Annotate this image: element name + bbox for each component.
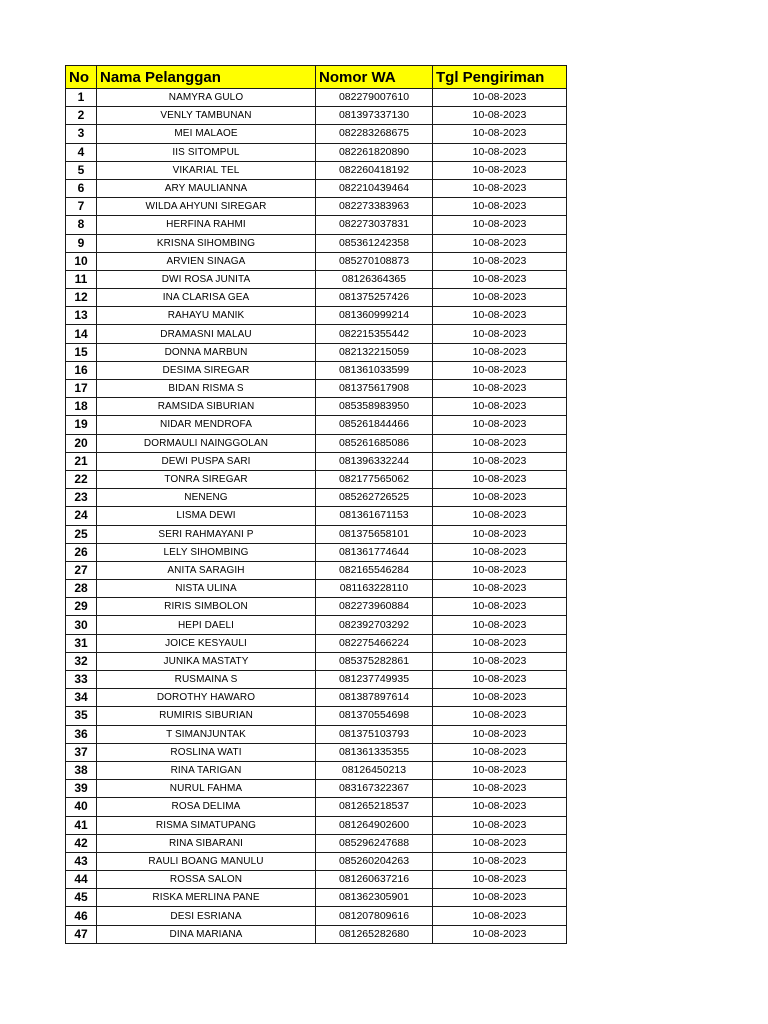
table-row [66, 198, 567, 216]
cell-tgl-pengiriman: 10-08-2023 [433, 507, 567, 525]
cell-no: 4 [66, 143, 97, 161]
cell-no: 28 [66, 580, 97, 598]
cell-tgl-pengiriman: 10-08-2023 [433, 143, 567, 161]
cell-nomor-wa: 081361335355 [316, 743, 433, 761]
cell-nomor-wa: 081387897614 [316, 689, 433, 707]
cell-nama-pelanggan: NISTA ULINA [97, 580, 316, 598]
cell-nama-pelanggan: NIDAR MENDROFA [97, 416, 316, 434]
header-no: No [66, 66, 97, 89]
cell-no: 15 [66, 343, 97, 361]
cell-nama-pelanggan: NENENG [97, 489, 316, 507]
cell-nama-pelanggan: RISKA MERLINA PANE [97, 889, 316, 907]
cell-tgl-pengiriman: 10-08-2023 [433, 907, 567, 925]
cell-no: 18 [66, 398, 97, 416]
cell-tgl-pengiriman: 10-08-2023 [433, 416, 567, 434]
cell-nomor-wa: 081375658101 [316, 525, 433, 543]
cell-nomor-wa: 081163228110 [316, 580, 433, 598]
cell-nomor-wa: 081237749935 [316, 671, 433, 689]
cell-no: 39 [66, 780, 97, 798]
cell-no: 44 [66, 871, 97, 889]
table-row [66, 270, 567, 288]
cell-nama-pelanggan: TONRA SIREGAR [97, 470, 316, 488]
cell-nama-pelanggan: RUSMAINA S [97, 671, 316, 689]
cell-tgl-pengiriman: 10-08-2023 [433, 470, 567, 488]
cell-no: 42 [66, 834, 97, 852]
cell-nama-pelanggan: RINA SIBARANI [97, 834, 316, 852]
cell-tgl-pengiriman: 10-08-2023 [433, 161, 567, 179]
cell-nama-pelanggan: DOROTHY HAWARO [97, 689, 316, 707]
cell-nomor-wa: 083167322367 [316, 780, 433, 798]
cell-nomor-wa: 081396332244 [316, 452, 433, 470]
cell-nomor-wa: 082215355442 [316, 325, 433, 343]
cell-nomor-wa: 08126450213 [316, 761, 433, 779]
cell-no: 6 [66, 179, 97, 197]
cell-nomor-wa: 085375282861 [316, 652, 433, 670]
cell-no: 38 [66, 761, 97, 779]
cell-tgl-pengiriman: 10-08-2023 [433, 580, 567, 598]
cell-nama-pelanggan: VIKARIAL TEL [97, 161, 316, 179]
cell-no: 47 [66, 925, 97, 943]
cell-no: 12 [66, 289, 97, 307]
cell-no: 27 [66, 561, 97, 579]
table-row [66, 234, 567, 252]
cell-tgl-pengiriman: 10-08-2023 [433, 834, 567, 852]
table-row [66, 325, 567, 343]
cell-no: 35 [66, 707, 97, 725]
cell-tgl-pengiriman: 10-08-2023 [433, 307, 567, 325]
table-row [66, 816, 567, 834]
cell-no: 8 [66, 216, 97, 234]
table-row [66, 416, 567, 434]
cell-nama-pelanggan: ROSLINA WATI [97, 743, 316, 761]
cell-nama-pelanggan: DEWI PUSPA SARI [97, 452, 316, 470]
cell-tgl-pengiriman: 10-08-2023 [433, 652, 567, 670]
cell-nomor-wa: 081360999214 [316, 307, 433, 325]
table-row [66, 725, 567, 743]
cell-tgl-pengiriman: 10-08-2023 [433, 707, 567, 725]
cell-no: 9 [66, 234, 97, 252]
cell-tgl-pengiriman: 10-08-2023 [433, 198, 567, 216]
cell-nama-pelanggan: DRAMASNI MALAU [97, 325, 316, 343]
cell-nama-pelanggan: ARVIEN SINAGA [97, 252, 316, 270]
cell-nama-pelanggan: IIS SITOMPUL [97, 143, 316, 161]
table-row [66, 852, 567, 870]
table-row [66, 125, 567, 143]
table-row [66, 107, 567, 125]
cell-nomor-wa: 082165546284 [316, 561, 433, 579]
cell-tgl-pengiriman: 10-08-2023 [433, 489, 567, 507]
cell-nama-pelanggan: INA CLARISA GEA [97, 289, 316, 307]
cell-nama-pelanggan: MEI MALAOE [97, 125, 316, 143]
cell-no: 10 [66, 252, 97, 270]
cell-nama-pelanggan: NAMYRA GULO [97, 89, 316, 107]
table-row [66, 452, 567, 470]
cell-nomor-wa: 081375103793 [316, 725, 433, 743]
table-row [66, 470, 567, 488]
cell-nomor-wa: 082261820890 [316, 143, 433, 161]
cell-nomor-wa: 081361774644 [316, 543, 433, 561]
cell-nama-pelanggan: LELY SIHOMBING [97, 543, 316, 561]
cell-tgl-pengiriman: 10-08-2023 [433, 925, 567, 943]
cell-tgl-pengiriman: 10-08-2023 [433, 89, 567, 107]
cell-no: 29 [66, 598, 97, 616]
cell-tgl-pengiriman: 10-08-2023 [433, 125, 567, 143]
cell-nomor-wa: 08126364365 [316, 270, 433, 288]
cell-nama-pelanggan: HERFINA RAHMI [97, 216, 316, 234]
cell-nomor-wa: 081265218537 [316, 798, 433, 816]
table-row [66, 743, 567, 761]
cell-nomor-wa: 082275466224 [316, 634, 433, 652]
cell-no: 41 [66, 816, 97, 834]
cell-tgl-pengiriman: 10-08-2023 [433, 743, 567, 761]
header-nomor-wa: Nomor WA [316, 66, 433, 89]
cell-nama-pelanggan: ROSSA SALON [97, 871, 316, 889]
cell-nama-pelanggan: RAULI BOANG MANULU [97, 852, 316, 870]
cell-no: 11 [66, 270, 97, 288]
table-row [66, 525, 567, 543]
cell-no: 24 [66, 507, 97, 525]
table-row [66, 543, 567, 561]
cell-nama-pelanggan: DESIMA SIREGAR [97, 361, 316, 379]
cell-tgl-pengiriman: 10-08-2023 [433, 616, 567, 634]
table-row [66, 343, 567, 361]
cell-no: 40 [66, 798, 97, 816]
cell-no: 31 [66, 634, 97, 652]
cell-no: 22 [66, 470, 97, 488]
cell-no: 3 [66, 125, 97, 143]
cell-nomor-wa: 081375257426 [316, 289, 433, 307]
cell-no: 16 [66, 361, 97, 379]
cell-no: 46 [66, 907, 97, 925]
cell-tgl-pengiriman: 10-08-2023 [433, 380, 567, 398]
cell-nama-pelanggan: DWI ROSA JUNITA [97, 270, 316, 288]
cell-nama-pelanggan: RAHAYU MANIK [97, 307, 316, 325]
table-body [66, 89, 567, 944]
table-row [66, 179, 567, 197]
cell-nama-pelanggan: WILDA AHYUNI SIREGAR [97, 198, 316, 216]
cell-tgl-pengiriman: 10-08-2023 [433, 634, 567, 652]
cell-nama-pelanggan: ROSA DELIMA [97, 798, 316, 816]
cell-nomor-wa: 082279007610 [316, 89, 433, 107]
cell-tgl-pengiriman: 10-08-2023 [433, 107, 567, 125]
cell-nama-pelanggan: BIDAN RISMA S [97, 380, 316, 398]
table-row [66, 780, 567, 798]
cell-nomor-wa: 081361033599 [316, 361, 433, 379]
cell-no: 37 [66, 743, 97, 761]
cell-tgl-pengiriman: 10-08-2023 [433, 398, 567, 416]
cell-nama-pelanggan: ARY MAULIANNA [97, 179, 316, 197]
cell-no: 13 [66, 307, 97, 325]
cell-nomor-wa: 082273037831 [316, 216, 433, 234]
table-row [66, 689, 567, 707]
table-row [66, 652, 567, 670]
cell-nama-pelanggan: RINA TARIGAN [97, 761, 316, 779]
table-row [66, 889, 567, 907]
cell-nama-pelanggan: NURUL FAHMA [97, 780, 316, 798]
cell-nomor-wa: 085361242358 [316, 234, 433, 252]
cell-no: 36 [66, 725, 97, 743]
cell-tgl-pengiriman: 10-08-2023 [433, 525, 567, 543]
cell-nomor-wa: 082132215059 [316, 343, 433, 361]
cell-tgl-pengiriman: 10-08-2023 [433, 252, 567, 270]
table-row [66, 252, 567, 270]
table-row [66, 489, 567, 507]
cell-nomor-wa: 082210439464 [316, 179, 433, 197]
cell-no: 26 [66, 543, 97, 561]
cell-tgl-pengiriman: 10-08-2023 [433, 598, 567, 616]
cell-tgl-pengiriman: 10-08-2023 [433, 361, 567, 379]
table-row [66, 761, 567, 779]
table-row [66, 707, 567, 725]
table-row [66, 871, 567, 889]
cell-tgl-pengiriman: 10-08-2023 [433, 216, 567, 234]
cell-nama-pelanggan: VENLY TAMBUNAN [97, 107, 316, 125]
cell-nomor-wa: 081362305901 [316, 889, 433, 907]
table-header [66, 66, 567, 89]
cell-nama-pelanggan: DONNA MARBUN [97, 343, 316, 361]
table-row [66, 798, 567, 816]
table-row [66, 561, 567, 579]
customer-table [65, 65, 567, 944]
cell-nomor-wa: 085358983950 [316, 398, 433, 416]
cell-tgl-pengiriman: 10-08-2023 [433, 725, 567, 743]
cell-nomor-wa: 081207809616 [316, 907, 433, 925]
cell-tgl-pengiriman: 10-08-2023 [433, 561, 567, 579]
cell-nama-pelanggan: DESI ESRIANA [97, 907, 316, 925]
cell-tgl-pengiriman: 10-08-2023 [433, 871, 567, 889]
cell-nomor-wa: 085270108873 [316, 252, 433, 270]
cell-tgl-pengiriman: 10-08-2023 [433, 452, 567, 470]
cell-no: 2 [66, 107, 97, 125]
cell-nama-pelanggan: KRISNA SIHOMBING [97, 234, 316, 252]
cell-nama-pelanggan: HEPI DAELI [97, 616, 316, 634]
cell-nama-pelanggan: RISMA SIMATUPANG [97, 816, 316, 834]
cell-no: 7 [66, 198, 97, 216]
table-row [66, 834, 567, 852]
table-row [66, 580, 567, 598]
cell-tgl-pengiriman: 10-08-2023 [433, 434, 567, 452]
table-row [66, 598, 567, 616]
cell-no: 30 [66, 616, 97, 634]
cell-tgl-pengiriman: 10-08-2023 [433, 234, 567, 252]
table-row [66, 634, 567, 652]
cell-nama-pelanggan: JUNIKA MASTATY [97, 652, 316, 670]
cell-no: 34 [66, 689, 97, 707]
cell-nomor-wa: 081265282680 [316, 925, 433, 943]
cell-tgl-pengiriman: 10-08-2023 [433, 543, 567, 561]
header-nama-pelanggan: Nama Pelanggan [97, 66, 316, 89]
table-row [66, 307, 567, 325]
cell-nama-pelanggan: DORMAULI NAINGGOLAN [97, 434, 316, 452]
cell-nomor-wa: 081361671153 [316, 507, 433, 525]
cell-no: 14 [66, 325, 97, 343]
cell-tgl-pengiriman: 10-08-2023 [433, 816, 567, 834]
cell-tgl-pengiriman: 10-08-2023 [433, 179, 567, 197]
cell-tgl-pengiriman: 10-08-2023 [433, 325, 567, 343]
cell-no: 1 [66, 89, 97, 107]
cell-no: 45 [66, 889, 97, 907]
cell-tgl-pengiriman: 10-08-2023 [433, 343, 567, 361]
cell-nama-pelanggan: T SIMANJUNTAK [97, 725, 316, 743]
cell-tgl-pengiriman: 10-08-2023 [433, 798, 567, 816]
table-row [66, 907, 567, 925]
header-tgl-pengiriman: Tgl Pengiriman [433, 66, 567, 89]
cell-nomor-wa: 081264902600 [316, 816, 433, 834]
cell-no: 19 [66, 416, 97, 434]
table-row [66, 507, 567, 525]
cell-nama-pelanggan: DINA MARIANA [97, 925, 316, 943]
cell-tgl-pengiriman: 10-08-2023 [433, 780, 567, 798]
cell-nomor-wa: 082260418192 [316, 161, 433, 179]
cell-no: 43 [66, 852, 97, 870]
table-row [66, 161, 567, 179]
cell-tgl-pengiriman: 10-08-2023 [433, 889, 567, 907]
cell-nomor-wa: 082273383963 [316, 198, 433, 216]
cell-nomor-wa: 085261685086 [316, 434, 433, 452]
table-row [66, 398, 567, 416]
table-row [66, 380, 567, 398]
table-row [66, 434, 567, 452]
cell-tgl-pengiriman: 10-08-2023 [433, 761, 567, 779]
cell-nama-pelanggan: JOICE KESYAULI [97, 634, 316, 652]
cell-nomor-wa: 085262726525 [316, 489, 433, 507]
cell-tgl-pengiriman: 10-08-2023 [433, 689, 567, 707]
cell-nomor-wa: 082273960884 [316, 598, 433, 616]
cell-nomor-wa: 082392703292 [316, 616, 433, 634]
cell-nama-pelanggan: RUMIRIS SIBURIAN [97, 707, 316, 725]
cell-no: 21 [66, 452, 97, 470]
cell-nomor-wa: 081397337130 [316, 107, 433, 125]
table-row [66, 216, 567, 234]
table-row [66, 671, 567, 689]
cell-no: 23 [66, 489, 97, 507]
cell-no: 20 [66, 434, 97, 452]
cell-nomor-wa: 085296247688 [316, 834, 433, 852]
cell-no: 32 [66, 652, 97, 670]
cell-nomor-wa: 082283268675 [316, 125, 433, 143]
table-row [66, 89, 567, 107]
cell-no: 25 [66, 525, 97, 543]
header-row [66, 66, 567, 89]
table-row [66, 925, 567, 943]
cell-nama-pelanggan: ANITA SARAGIH [97, 561, 316, 579]
cell-nomor-wa: 081370554698 [316, 707, 433, 725]
cell-no: 33 [66, 671, 97, 689]
cell-tgl-pengiriman: 10-08-2023 [433, 671, 567, 689]
cell-tgl-pengiriman: 10-08-2023 [433, 852, 567, 870]
cell-nomor-wa: 081260637216 [316, 871, 433, 889]
cell-nama-pelanggan: LISMA DEWI [97, 507, 316, 525]
cell-nama-pelanggan: SERI RAHMAYANI P [97, 525, 316, 543]
cell-no: 5 [66, 161, 97, 179]
cell-no: 17 [66, 380, 97, 398]
cell-nomor-wa: 085261844466 [316, 416, 433, 434]
table-row [66, 616, 567, 634]
cell-nama-pelanggan: RAMSIDA SIBURIAN [97, 398, 316, 416]
cell-nomor-wa: 081375617908 [316, 380, 433, 398]
cell-nomor-wa: 085260204263 [316, 852, 433, 870]
table-row [66, 143, 567, 161]
table-row [66, 361, 567, 379]
cell-nomor-wa: 082177565062 [316, 470, 433, 488]
cell-tgl-pengiriman: 10-08-2023 [433, 289, 567, 307]
table-row [66, 289, 567, 307]
cell-nama-pelanggan: RIRIS SIMBOLON [97, 598, 316, 616]
cell-tgl-pengiriman: 10-08-2023 [433, 270, 567, 288]
